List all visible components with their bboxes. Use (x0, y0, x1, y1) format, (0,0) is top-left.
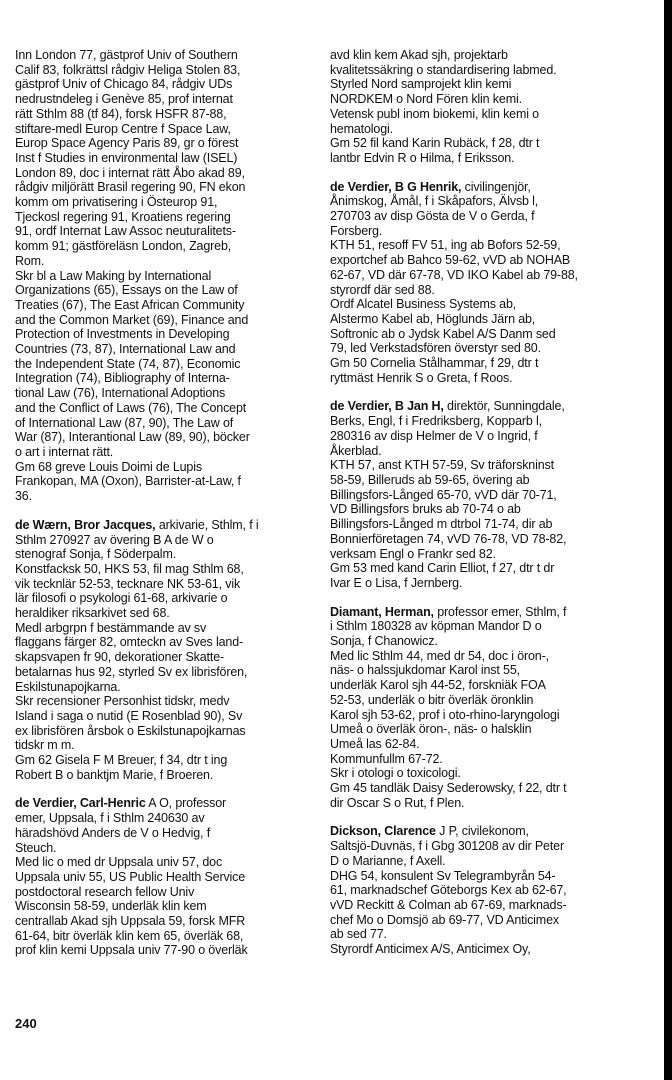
entry-paragraph: Kommunfullm 67-72. (330, 751, 443, 766)
entry-name: de Wærn, Bror Jacques, (15, 517, 156, 532)
entry-paragraph: Med lic Sthlm 44, med dr 54, doc i öron-, näs- o halssjukdomar Karol inst 55, underläk Karol sjh 44-52, forskniäk FOA 52-53, underläk o bitr överläk öronklin Karol sjh 53-62, prof i oto-rhino-laryngologi Umeå o överläk öron-, näs- o halsklin Umeå las 62-84. (330, 648, 560, 751)
entry-paragraph: Skr bl a Law Making by International Organizations (65), Essays on the Law of Treaties (67), The East African Community and the Common Market (69), Finance and Protection of Investments in Developing Countries (73, 87), International Law and the Independent State (74, 87), Economic Integration (74), Bibliography of Interna- tional Law (76), International Adoptions and the Conflict of Laws (76), The Concept of International Law (87, 90), The Law of War (87), Interantional Law (89, 90), böcker o art i internat rätt. (15, 268, 250, 459)
entry-paragraph (15, 518, 313, 562)
entry-intro: A O, professor emer, Uppsala, f i Sthlm 240630 av häradshövd Anders de V o Hedvig, f Steuch. (15, 796, 227, 855)
entry-paragraph: Gm 53 med kand Carin Elliot, f 27, dtr t dr Ivar E o Lisa, f Jernberg. (330, 561, 555, 590)
left-column (15, 48, 313, 972)
entry-name: Dickson, Clarence (330, 824, 436, 839)
entry-de-verdier-carl-henric (15, 796, 313, 958)
entry-paragraph: KTH 57, anst KTH 57-59, Sv träforskninst 58-59, Billeruds ab 59-65, övering ab Billingsfors-Långed 65-70, vVD där 70-71, VD Billingsfors bruks ab 70-74 o ab Billingsfors-Långed m dtrbol 71-74, dir ab Bonnierföretagen 74, vVD 76-78, VD 78-82, verksam Engl o Frankr sed 82. (330, 458, 567, 561)
entry-paragraph: Gm 68 greve Louis Doimi de Lupis Frankopan, MA (Oxon), Barrister-at-Law, f 36. (15, 459, 241, 504)
right-column (330, 48, 630, 971)
entry-de-verdier-jan (330, 399, 630, 590)
entry-diamant (330, 605, 630, 811)
entry-paragraph (330, 399, 630, 458)
entry-intro: direktör, Sunningdale, Berks, Engl, f i Fredriksberg, Kopparb l, 280316 av disp Helmer de V o Ingrid, f Åkerblad. (330, 399, 565, 458)
entry-intro: professor emer, Sthlm, f i Sthlm 180328 av köpman Mandor D o Sonja, f Chanowicz. (330, 604, 567, 649)
entry-paragraph: Vetensk publ inom biokemi, klin kemi o hematologi. (330, 106, 539, 136)
entry-continued (15, 48, 313, 504)
entry-paragraph (330, 180, 630, 239)
entry-paragraph: Med lic o med dr Uppsala univ 57, doc Uppsala univ 55, US Public Health Service postdoctoral research fellow Univ Wisconsin 58-59, underläk klin kem centrallab Akad sjh Uppsala 59, forsk MFR 61-64, bitr överläk klin kem 65, överläk 68, prof klin kemi Uppsala univ 77-90 o överläk (15, 855, 248, 958)
entry-paragraph: Skr recensioner Personhist tidskr, medv Island i saga o nutid (E Rosenblad 90), Sv ex librisfören årsbok o Eskilstunapojkarnas tidskr m m. (15, 694, 246, 753)
entry-paragraph: KTH 51, resoff FV 51, ing ab Bofors 52-59, exportchef ab Bahco 59-62, vVD ab NOHAB 62-67, VD där 67-78, VD IKO Kabel ab 79-88, styrordf där sed 88. (330, 238, 578, 297)
entry-paragraph: Ordf Alcatel Business Systems ab, Alstermo Kabel ab, Höglunds Järn ab, Softronic ab o Jydsk Kabel A/S Danm sed 79, led Verkstadsfören överstyr sed 80. (330, 297, 556, 356)
entry-paragraph: Skr i otologi o toxicologi. (330, 766, 461, 781)
entry-paragraph: Inn London 77, gästprof Univ of Southern Calif 83, folkrättsl rådgiv Heliga Stolen 83, gästprof Univ of Chicago 84, rådgiv UDs nedrustndeleg i Genève 85, prof internat rätt Sthlm 88 (tf 84), forsk HSFR 87-88, stiftare-medl Europ Centre f Space Law, Europ Space Agency Paris 89, gr o förest Inst f Studies in environmental law (ISEL) London 89, doc i internat rätt Åbo akad 89, rådgiv miljörätt Brasil regering 90, FN ekon komm om privatisering i Östeurop 91, Tjeckosl regering 91, Kroatiens regering 91, ordf Internat Law Assoc neuturalitets- komm 91; gästföreläsn London, Zagreb, Rom. (15, 48, 246, 268)
entry-de-verdier-henrik (330, 180, 630, 386)
entry-name: de Verdier, B G Henrik, (330, 179, 462, 194)
entry-paragraph (15, 796, 313, 855)
entry-de-waern (15, 518, 313, 783)
entry-intro: J P, civilekonom, Saltsjö-Duvnäs, f i Gbg 301208 av dir Peter D o Marianne, f Axell. (330, 824, 564, 868)
entry-name: de Verdier, Carl-Henric (15, 796, 146, 811)
entry-intro: arkivarie, Sthlm, f i Sthlm 270927 av övering B A de W o stenograf Sonja, f Söderpalm. (15, 517, 259, 562)
entry-paragraph: Gm 45 tandläk Daisy Sederowsky, f 22, dtr t dir Oscar S o Rut, f Plen. (330, 781, 567, 810)
entry-paragraph: Konstfacksk 50, HKS 53, fil mag Sthlm 68, vik tecknlär 52-53, tecknare NK 53-61, vik lär filosofi o psykologi 61-68, arkivarie o heraldiker riksarkivet sed 68. (15, 561, 244, 621)
entry-paragraph: avd klin kem Akad sjh, projektarb kvalitetssäkring o standardisering labmed. (330, 48, 557, 77)
page-edge-mark (664, 0, 672, 1080)
entry-paragraph (330, 824, 630, 868)
entry-name: Diamant, Herman, (330, 604, 434, 619)
entry-paragraph: Gm 52 fil kand Karin Rubäck, f 28, dtr t lantbr Edvin R o Hilma, f Eriksson. (330, 136, 540, 165)
entry-name: de Verdier, B Jan H, (330, 399, 444, 414)
entry-paragraph: Styrordf Anticimex A/S, Anticimex Oy, (330, 942, 531, 957)
page-number: 240 (15, 1016, 37, 1031)
entry-paragraph: Styrled Nord samprojekt klin kemi NORDKEM o Nord Fören klin kemi. (330, 77, 522, 107)
entry-dickson (330, 824, 630, 956)
entry-paragraph: Gm 50 Cornelia Stålhammar, f 29, dtr t ryttmäst Henrik S o Greta, f Roos. (330, 356, 539, 385)
entry-paragraph: DHG 54, konsulent Sv Telegrambyrån 54- 61, marknadschef Göteborgs Kex ab 62-67, vVD Reckitt & Colman ab 67-69, marknads- chef Mo o Domsjö ab 69-77, VD Anticimex ab sed 77. (330, 868, 567, 942)
entry-paragraph (330, 605, 630, 649)
entry-intro: civilingenjör, Ånimskog, Åmål, f i Skåpafors, Älvsb l, 270703 av disp Gösta de V o Gerda, f Forsberg. (330, 179, 539, 238)
entry-continued (330, 48, 630, 166)
entry-paragraph: Gm 62 Gisela F M Breuer, f 34, dtr t ing Robert B o banktjm Marie, f Broeren. (15, 753, 228, 782)
entry-paragraph: Medl arbgrpn f bestämmande av sv flaggans färger 82, omteckn av Sves land- skapsvapen fr 90, dekorationer Skatte- betalarnas hus 92, styrled Sv ex librisfören, Eskilstunapojkarna. (15, 620, 248, 694)
